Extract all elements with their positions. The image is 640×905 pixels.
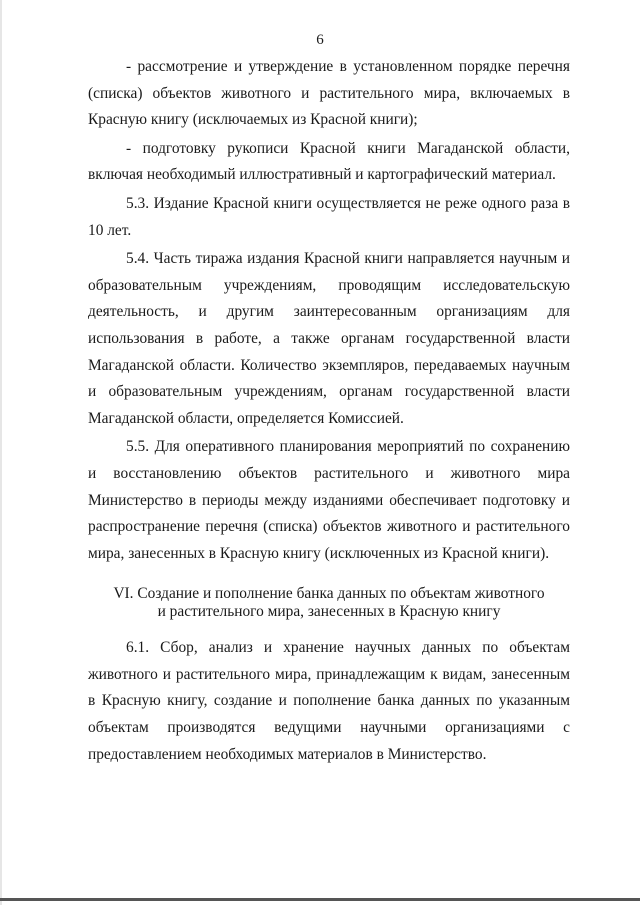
scan-edge — [0, 0, 2, 905]
paragraph-list-item-1: - рассмотрение и утверждение в установленном порядке перечня (списка) объектов животного и растительного мира, включаемых в Красную книгу (исключаемых из Красной книги); — [88, 58, 570, 129]
scan-bottom-edge — [0, 898, 640, 901]
paragraph-6-1: 6.1. Сбор, анализ и хранение научных данных по объектам животного и растительного мира, принадлежащим к видам, занесенным в Красную книгу, создание и пополнение банка данных по указанным объектам производятся ведущими научными организациями с предоставлением необходимых материалов в Министерство. — [88, 639, 570, 763]
paragraph-5-3: 5.3. Издание Красной книги осуществляется не реже одного раза в 10 лет. — [88, 194, 570, 239]
section-heading-line-2: и растительного мира, занесенных в Красную книгу — [157, 603, 501, 621]
paragraph-list-item-2: - подготовку рукописи Красной книги Магаданской области, включая необходимый иллюстративный и картографический материал. — [88, 139, 570, 184]
document-body — [88, 54, 570, 768]
section-heading-line-1: VI. Создание и пополнение банка данных по объектам животного — [113, 585, 545, 603]
section-heading — [88, 585, 570, 621]
paragraph-5-5: 5.5. Для оперативного планирования мероприятий по сохранению и восстановлению объектов растительного и животного мира Министерство в периоды между изданиями обеспечивает подготовку и распространение перечня (списка) объектов животного и растительного мира, занесенных в Красную книгу (исключенных из Красной книги). — [88, 438, 570, 562]
page-number: 6 — [316, 32, 324, 48]
paragraph-5-4: 5.4. Часть тиража издания Красной книги направляется научным и образовательным учреждениям, проводящим исследовательскую деятельность, и другим заинтересованным организациям для использования в работе, а также органам государственной власти Магаданской области. Количество экземпляров, передаваемых научным и образовательным учреждениям, органам государственной власти Магаданской области, определяется Комиссией. — [88, 250, 570, 427]
